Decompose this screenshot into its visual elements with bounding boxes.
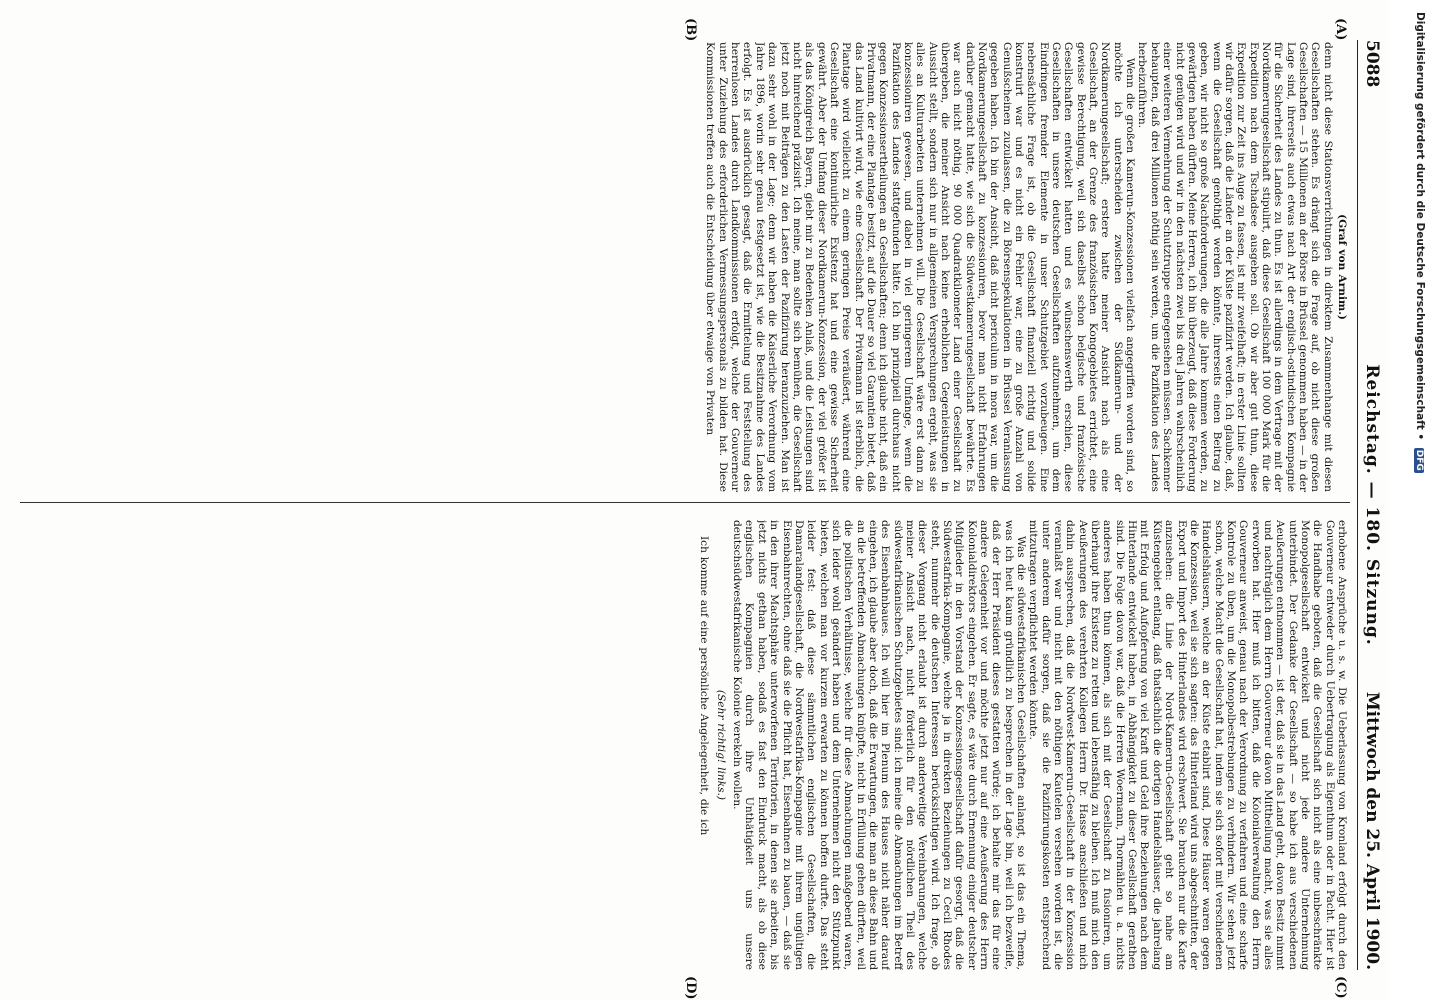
header-rule — [1357, 40, 1358, 970]
right-column — [28, 520, 1348, 970]
session-title: Reichstag. — 180. Sitzung. — [1362, 364, 1382, 646]
speaker-name: (Graf von Arnim.) — [1336, 214, 1348, 320]
margin-marker-a: (A) — [1333, 18, 1348, 41]
left-column — [28, 42, 1348, 492]
interjection: (Sehr richtig! links.) — [714, 689, 727, 801]
attribution-text: Digitalisierung gefördert durch die Deutsche Forschungsgemeinschaft • — [1414, 12, 1426, 441]
session-date: Mittwoch den 25. April 1900. — [1362, 691, 1382, 970]
dfg-logo: DFG — [1414, 449, 1424, 471]
page-number: 5088 — [1362, 40, 1382, 88]
margin-marker-c: (C) — [1333, 976, 1348, 999]
paragraph: erhobene Ansprüche u. s. w. Die Ueberlassung von Kronland erfolgt durch den Gouverneur entweder durch Uebertragung als Eigenthum oder in Pacht. Hier ist die Handhabe geboten, daß die Gesellschaft sich nicht als eine unbeschränkte Monopolgesellschaft entwickelt und nicht jede andere Unternehmung unterbindet. Der Gedanke der Gesellschaft — so habe ich aus verschiedenen Aeußerungen entnommen — ist der, daß sie in das Land geht, davon Besitz nimmt und nachträglich dem Herrn Gouverneur davon Mittheilung macht, was sie alles erworben hat. Hier muß ich bitten, daß die Kolonialverwaltung den Herrn Gouverneur anweist, genau nach der Verordnung zu verfahren und eine scharfe Kontrole zu üben, um die Monopolbestrebungen zu verhindern. Wir sehen jetzt schon, welche Macht die Gesellschaft hat, indem sie sich sofort mit verschiedenen Handelshäusern, welche an der Küste etablirt sind, Diese Häuser waren gegen die Konzession, weil sie sich sagten: das Hinterland wird uns abgeschnitten, der Export und Import des Hinterlandes wird erschwert. Sie brauchen nur die Karte anzusehen: die Linie der Nord-Kamerun-Gesellschaft geht so nahe am Küstengebiet entlang, daß thatsächlich die dortigen Handelshäuser, die jahrelang mit Erfolg und Aufopferung von viel Kraft und Geld ihre Beziehungen nach dem Hinterlande entwickelt haben, in Abhängigkeit zu dieser Gesellschaft gerathen sind. Die Folge davon war, daß die Herren Woermann, Thormählen u. a. nichts anderes haben thun können, als sich mit der Gesellschaft zu fusioniren, um überhaupt ihre Existenz zu retten und lebensfähig zu bleiben. Ich muß mich den Aeußerungen des verehrten Kollegen Herrn Dr. Hasse anschließen und mich dahin aussprechen, daß die Nordwest-Kamerun-Gesellschaft in der Konzession veranlaßt war und nicht mit den nöthigen Kautelen versehen worden ist, die unter anderem dafür sorgen, daß sie die Pazifizirungskosten entsprechend mitzutragen verpflichtet werden könnte. — [1027, 520, 1348, 970]
page-header — [1358, 40, 1382, 970]
paragraph: denn nicht diese Stationsverrichtungen in direktem Zusammenhange mit diesen Gesellschaften stehen. Es drängt sich die Frage auf, ob nicht diese großen Gesellschaften — 15 Millionen an der Börse in Brüssel genommen haben — in der Lage sind, ihrerseits auch etwas nach Art der englisch-ostindischen Kompagnie für die Sicherheit des Landes zu thun. Es ist allerdings in dem Vertrage mit der Nordkamerungesellschaft stipulirt, daß diese Gesellschaft 100 000 Mark für die Expedition nach dem Tschadsee ausgeben soll. Ob wir aber gut thun, diese Expedition zur Zeit ins Auge zu fassen, ist mir zweifelhaft; in erster Linie sollten wir dafür sorgen, daß die Länder an der Küste pazifizirt werden. Ich glaube, daß, wenn die Gesellschaft genöthigt werden könnte, ihrerseits einen Beitrag zu geben, wir nicht so große Nachforderungen, die alle Jahre kommen werden, zu gewärtigen haben dürften. Meine Herren, ich bin überzeugt, daß diese Forderung nicht genügen wird und wir in den nächsten zwei bis drei Jahren wahrscheinlich einer weiteren Vermehrung der Schutztruppe entgegensehen müssen. Sachkenner behaupten, daß drei Millionen nöthig sein werden, um die Pazifikation des Landes herbeizuführen. — [1136, 42, 1334, 492]
column-divider — [20, 502, 1350, 503]
attribution-strip — [1402, 0, 1434, 1000]
paragraph: Wenn die großen Kamerun-Konzessionen vielfach angegriffen worden sind, so möchte ich unterscheiden zwischen der Südkamerun- und der Nordkamerungesellschaft; erstere hatte meiner Ansicht nach als eine Gesellschaft, an der Grenze des französischen Kongogebietes errichtet, eine gewisse Berechtigung, weil sich daselbst schon belgische und französische Gesellschaften entwickelt hatten und es wünschenswerth erschien, diese Gesellschaften in unsere deutschen Gesellschaften aufzunehmen, um dem Eindringen fremder Elemente in unser Schutzgebiet vorzubeugen. Eine nebensächliche Frage ist, ob die Gesellschaft finanziell richtig und solide konstruirt war und es nicht ein Fehler war, eine zu große Anzahl von Genußscheinen zuzulassen, die zu Börsenspekulationen in Brüssel Veranlassung gegeben haben. Ich bin der Ansicht, daß nicht periculum in mora war, um die Nordkamerungesellschaft zu konzessioniren, bevor man nicht Erfahrungen darüber gemacht hatte, wie sich die Südwestkamerungesellschaft bewährte. Es war auch nicht nöthig, 90 000 Quadratkilometer Land einer Gesellschaft zu übergeben, die meiner Ansicht nach keine erheblichen Gegenleistungen in Aussicht stellt, sondern sich nur in allgemeinen Versprechungen ergeht, was sie alles an Kulturarbeiten unternehmen will. Die Gesellschaft wäre erst dann zu konzessioniren gewesen, und dabei in viel geringerem Umfange, wenn die Pazifikation des Landes stattgefunden hätte. Ich bin prinzipiell durchaus nicht gegen Konzessionsertheilungen an Gesellschaften; denn ich glaube nicht, daß ein Privatmann, der eine Plantage besitzt, auf die Dauer so viel Garantien bietet, daß das Land kultivirt wird, wie eine Gesellschaft. Der Privatmann ist sterblich, die Plantage wird vielleicht zu einem geringen Preise veräußert, während eine Gesellschaft eine kontinuirliche Existenz hat und eine gewisse Sicherheit gewährt. Aber der Umfang dieser Nordkamerun-Konzession, der viel größer ist als das Königreich Bayern, giebt mir zu Bedenken Anlaß, und die Leistungen sind nicht hinreichend präzisirt. Ich meine, man sollte sich bemühen, die Gesellschaft jetzt noch mit Beiträgen zu den Lasten der Pazifizirung heranzuziehen. Man ist dazu sehr wohl in der Lage; denn wir haben die Kaiserliche Verordnung vom Jahre 1896, worin sehr genau festgesetzt ist, wie die Besitznahme des Landes erfolgt. Es ist ausdrücklich gesagt, daß die Ermittelung und Feststellung des herrenlosen Landes durch Landkommissionen erfolgt, welche der Gouverneur unter Zuziehung des erforderlichen Vermessungspersonals zu bilden hat. Diese Kommissionen treffen auch die Entscheidung über etwaige von Privaten — [704, 42, 1137, 492]
paragraph: Was die südwestafrikanischen Gesellschaften anlangt, so ist das ein Thema, was ich heut kaum gründlich zu besprechen in der Lage bin, weil ich bezweifle, daß der Herr Präsident dieses gestatten würde; ich behalte mir das für eine andere Gelegenheit vor und möchte jetzt nur auf eine Aeußerung des Herrn Kolonialdirektors eingehen. Er sagte, es wäre durch Ernennung einiger deutscher Mitglieder in den Vorstand der Konzessionsgesellschaft dafür gesorgt, daß die Südwestafrika-Kompagnie, welche ja in direkten Beziehungen zu Cecil Rhodes steht, nunmehr die deutschen Interessen berücksichtigen wird. Ich frage, ob dieser Vorgang nicht erlaubt ist durch anderweitige Vereinbarungen, welche meiner Ansicht nach, nicht förderlich für den nördlichen Theil des südwestafrikanischen Schutzgebietes sind: ich meine die Abmachungen im Betreff des Eisenbahnbaues. Ich will hier im Plenum des Hauses nicht näher darauf eingehen, ich glaube aber doch, daß die Erwartungen, die man an diese Bahn und an die betreffenden Abmachungen knüpfte, nicht in Erfüllung gehen dürften, weil die politischen Verhältnisse, welche für diese Abmachungen maßgebend waren, sich leider wohl geändert haben und dem Unternehmen nicht den Stützpunkt bieten, welchen man vor kurzem erwarten zu können hoffen durfte. Das steht leider fest: daß diese sämmtlichen englischen Gesellschaften, die Damaralandgesellschaft, die Nordwestafrika-Kompagnie mit ihrem ungültigen Eisenbahnrechten, ohne daß sie die Pflicht hat, Eisenbahnen zu bauen, — daß sie in den ihrer Machtsphäre unterworfenen Territorien, in denen sie arbeiten, bis jetzt nichts gethan haben, sodaß es fast den Eindruck macht, als ob diese englischen Kompagnien durch ihre Unthätigkeit uns unsere deutschsüdwestafrikanische Kolonie verekeln wollen. — [731, 520, 1028, 970]
margin-marker-d: (D) — [683, 976, 698, 1000]
paragraph: Ich komme auf eine persönliche Angelegenheit, die ich — [698, 536, 711, 836]
margin-marker-b: (B) — [683, 18, 698, 42]
